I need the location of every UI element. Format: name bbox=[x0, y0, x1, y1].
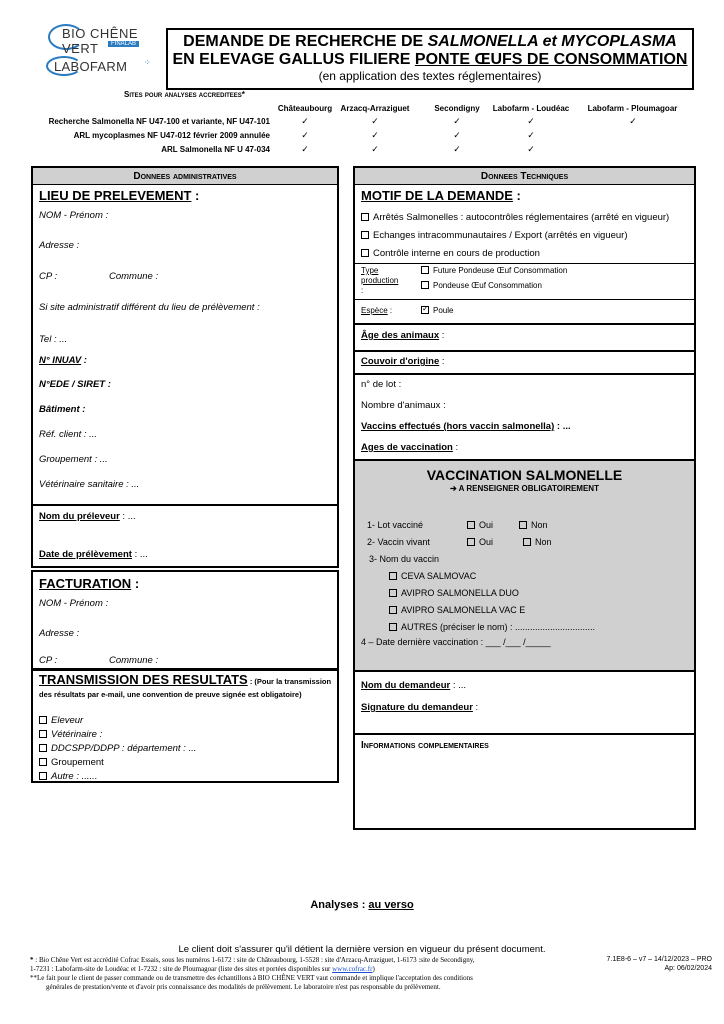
checkbox-icon[interactable] bbox=[523, 538, 531, 546]
inuav-field[interactable]: N° INUAV : bbox=[39, 355, 87, 366]
transmission-title: TRANSMISSION DES RESULTATS : (Pour la transmission des résultats par e-mail, une convention de preuve signée est obligatoire) bbox=[39, 672, 332, 699]
client-note: Le client doit s'assurer qu'il détient la dernière version en vigueur du présent document. bbox=[178, 944, 546, 955]
site-check: ✓ bbox=[527, 144, 535, 154]
preleveur-field[interactable]: Nom du préleveur : ... bbox=[39, 511, 136, 522]
site-check: ✓ bbox=[453, 144, 461, 154]
lot-vaccine-label: 1- Lot vacciné bbox=[367, 520, 424, 530]
vaccination-title: VACCINATION SALMONELLE bbox=[426, 467, 623, 483]
divider bbox=[355, 299, 694, 300]
checkbox-icon[interactable] bbox=[361, 213, 369, 221]
nombre-animaux-field[interactable]: Nombre d'animaux : bbox=[361, 400, 446, 411]
cofrac-link[interactable]: www.cofrac.fr bbox=[332, 965, 373, 973]
checkbox-icon[interactable] bbox=[39, 730, 47, 738]
motif-controle-checkbox[interactable]: Contrôle interne en cours de production bbox=[361, 248, 540, 259]
vaccin-autres-checkbox[interactable]: AUTRES (préciser le nom) : ................................ bbox=[389, 622, 595, 632]
logo-dots-icon: ⁘ bbox=[144, 58, 151, 67]
ede-siret-field[interactable]: N°EDE / SIRET : bbox=[39, 379, 111, 390]
lot-vaccine-non-checkbox[interactable]: Non bbox=[519, 520, 548, 530]
type-future-pondeuse-checkbox[interactable]: Future Pondeuse Œuf Consommation bbox=[421, 266, 567, 275]
preleveur-panel bbox=[31, 504, 339, 568]
adresse-field[interactable]: Adresse : bbox=[39, 240, 80, 251]
site-row-label: Recherche Salmonella NF U47-100 et variante, NF U47-101 bbox=[48, 117, 270, 126]
trans-groupement-checkbox[interactable]: Groupement bbox=[39, 757, 104, 768]
divider bbox=[355, 373, 694, 375]
labofarm-logo bbox=[46, 56, 156, 78]
vaccin-vivant-label: 2- Vaccin vivant bbox=[367, 537, 430, 547]
checkbox-icon[interactable] bbox=[421, 281, 429, 289]
site-check: ✓ bbox=[301, 144, 309, 154]
site-check: ✓ bbox=[301, 116, 309, 126]
age-animaux-field[interactable]: Âge des animaux : bbox=[361, 330, 445, 341]
fact-adresse-field[interactable]: Adresse : bbox=[39, 628, 80, 639]
site-header-chateaubourg: Châteaubourg bbox=[277, 104, 333, 113]
lot-vaccine-oui-checkbox[interactable]: Oui bbox=[467, 520, 493, 530]
type-production-label: Type production : bbox=[361, 266, 399, 295]
type-pondeuse-checkbox[interactable]: Pondeuse Œuf Consommation bbox=[421, 281, 542, 290]
site-header-arzacq: Arzacq-Arraziguet bbox=[340, 104, 410, 113]
vaccin-ceva-checkbox[interactable]: CEVA SALMOVAC bbox=[389, 571, 476, 581]
site-check: ✓ bbox=[371, 144, 379, 154]
version-info: 7.1E8-6 – v7 – 14/12/2023 – PRO Ap: 06/02/2024 bbox=[606, 956, 712, 972]
site-check: ✓ bbox=[453, 116, 461, 126]
nom-vaccin-label: 3- Nom du vaccin bbox=[369, 554, 440, 564]
facturation-title: FACTURATION : bbox=[39, 576, 140, 591]
checkbox-icon[interactable] bbox=[361, 249, 369, 257]
title-line-1: DEMANDE DE RECHERCHE DE SALMONELLA et MYCOPLASMA bbox=[183, 33, 677, 50]
site-check: ✓ bbox=[453, 130, 461, 140]
site-check: ✓ bbox=[527, 116, 535, 126]
espece-poule-checkbox[interactable]: ✓ Poule bbox=[421, 306, 453, 315]
biochene-logo-text: BIO CHÊNE VERT bbox=[62, 26, 139, 56]
sites-title: Sites pour analyses accreditees* bbox=[124, 90, 245, 99]
checkbox-icon[interactable] bbox=[389, 623, 397, 631]
title-line-2: EN ELEVAGE GALLUS FILIERE PONTE ŒUFS DE CONSOMMATION bbox=[172, 51, 688, 68]
vaccination-subtitle: ➔ A RENSEIGNER OBLIGATOIREMENT bbox=[450, 484, 599, 493]
title-line-3: (en application des textes réglementaires) bbox=[318, 69, 542, 83]
site-check: ✓ bbox=[301, 130, 309, 140]
veterinaire-field[interactable]: Vétérinaire sanitaire : ... bbox=[39, 479, 140, 490]
divider bbox=[355, 350, 694, 352]
vaccination-section bbox=[355, 459, 694, 672]
admin-header: Donnees administratives bbox=[33, 168, 337, 185]
checkbox-icon[interactable] bbox=[39, 716, 47, 724]
tech-panel bbox=[353, 166, 696, 830]
motif-title: MOTIF DE LA DEMANDE : bbox=[361, 188, 521, 203]
checkbox-icon[interactable] bbox=[39, 758, 47, 766]
site-admin-field[interactable]: Si site administratif différent du lieu de prélèvement : bbox=[39, 302, 260, 313]
checkbox-icon[interactable] bbox=[389, 572, 397, 580]
site-check: ✓ bbox=[371, 116, 379, 126]
nom-prenom-field[interactable]: NOM - Prénom : bbox=[39, 210, 109, 221]
labofarm-logo-text: LABOFARM bbox=[54, 59, 128, 74]
vaccin-vivant-oui-checkbox[interactable]: Oui bbox=[467, 537, 493, 547]
vaccin-vivant-non-checkbox[interactable]: Non bbox=[523, 537, 552, 547]
biochene-logo bbox=[48, 22, 158, 56]
checkbox-icon[interactable] bbox=[361, 231, 369, 239]
cp-field[interactable]: CP : bbox=[39, 271, 58, 282]
site-header-secondigny: Secondigny bbox=[434, 104, 480, 113]
site-row-label: ARL Salmonella NF U 47-034 bbox=[161, 145, 270, 154]
finalab-logo-text: FINALAB bbox=[108, 41, 139, 47]
checkbox-icon[interactable] bbox=[467, 538, 475, 546]
couvoir-field[interactable]: Couvoir d'origine : bbox=[361, 356, 445, 367]
tel-field[interactable]: Tel : ... bbox=[39, 334, 68, 345]
divider bbox=[355, 323, 694, 325]
trans-ddcspp-checkbox[interactable]: DDCSPP/DDPP : département : ... bbox=[39, 743, 196, 754]
site-check: ✓ bbox=[629, 116, 637, 126]
vaccins-effectues-field[interactable]: Vaccins effectués (hors vaccin salmonella) : ... bbox=[361, 421, 571, 432]
divider bbox=[355, 263, 694, 264]
site-header-loudeac: Labofarm - Loudéac bbox=[492, 104, 570, 113]
checkbox-icon[interactable] bbox=[389, 606, 397, 614]
date-derniere-vaccination-field[interactable]: 4 – Date dernière vaccination : ___ /___ /_____ bbox=[361, 637, 551, 647]
tech-header: Donnees Techniques bbox=[355, 168, 694, 185]
date-prelevement-field[interactable]: Date de prélèvement : ... bbox=[39, 549, 148, 560]
lieu-title: LIEU DE PRELEVEMENT : bbox=[39, 188, 200, 203]
checkbox-icon[interactable] bbox=[421, 266, 429, 274]
checkbox-icon[interactable] bbox=[39, 772, 47, 780]
vaccin-avipro-vac-e-checkbox[interactable]: AVIPRO SALMONELLA VAC E bbox=[389, 605, 525, 615]
vaccin-avipro-duo-checkbox[interactable]: AVIPRO SALMONELLA DUO bbox=[389, 588, 519, 598]
divider bbox=[355, 733, 694, 735]
groupement-field[interactable]: Groupement : ... bbox=[39, 454, 108, 465]
nom-demandeur-field[interactable]: Nom du demandeur : ... bbox=[361, 680, 467, 691]
analyses-note: Analyses : au verso bbox=[310, 899, 414, 911]
checkbox-icon[interactable] bbox=[389, 589, 397, 597]
fact-cp-field[interactable]: CP : bbox=[39, 655, 58, 666]
lot-field[interactable]: n° de lot : bbox=[361, 379, 402, 390]
trans-autre-checkbox[interactable]: Autre : ...... bbox=[39, 771, 97, 782]
site-row-label: ARL mycoplasmes NF U47-012 février 2009 annulée bbox=[73, 131, 270, 140]
title-box bbox=[166, 28, 694, 90]
motif-arretes-checkbox[interactable]: Arrêtés Salmonelles : autocontrôles réglementaires (arrêté en vigueur) bbox=[361, 212, 669, 223]
ref-client-field[interactable]: Réf. client : ... bbox=[39, 429, 98, 440]
trans-eleveur-checkbox[interactable]: Eleveur bbox=[39, 715, 83, 726]
trans-veterinaire-checkbox[interactable]: Vétérinaire : bbox=[39, 729, 102, 740]
ages-vaccination-field[interactable]: Ages de vaccination : bbox=[361, 442, 459, 453]
site-check: ✓ bbox=[527, 130, 535, 140]
fact-commune-field[interactable]: Commune : bbox=[109, 655, 159, 666]
admin-panel bbox=[31, 166, 339, 506]
checkbox-checked-icon[interactable] bbox=[421, 306, 429, 314]
checkbox-icon[interactable] bbox=[39, 744, 47, 752]
batiment-field[interactable]: Bâtiment : bbox=[39, 404, 86, 415]
signature-demandeur-field[interactable]: Signature du demandeur : bbox=[361, 702, 479, 713]
motif-echanges-checkbox[interactable]: Echanges intracommunautaires / Export (arrêtés en vigueur) bbox=[361, 230, 628, 241]
commune-field[interactable]: Commune : bbox=[109, 271, 159, 282]
informations-complementaires-field[interactable]: Informations complementaires bbox=[361, 740, 489, 751]
espece-label: Espèce : bbox=[361, 306, 393, 315]
fact-nom-field[interactable]: NOM - Prénom : bbox=[39, 598, 109, 609]
checkbox-icon[interactable] bbox=[467, 521, 475, 529]
checkbox-icon[interactable] bbox=[519, 521, 527, 529]
facturation-panel bbox=[31, 570, 339, 670]
transmission-panel bbox=[31, 669, 339, 783]
site-check: ✓ bbox=[371, 130, 379, 140]
site-header-ploumagoar: Labofarm - Ploumagoar bbox=[587, 104, 678, 113]
footnotes: * : Bio Chêne Vert est accrédité Cofrac Essais, sous les numéros 1-6172 : site de Châteaubourg, 1-5528 : site d'Arzacq-Arraziguet, 1-6173 :site de Secondigny, 1-7231 : Labofarm-site de Loudéac et 1-7232 : site de Ploumagoar (liste des sites et portées disponibles sur www.cofrac.fr) **Le fait pour le client de passer commande ou de transmettre des échantillons à BIO CHÊNE VERT vaut commande et implique l'acceptation des conditions générales de prestation/vente et d'avoir pris connaissance des modalités de prélèvement. Le laboratoire n'est pas responsable du prélèvement. bbox=[30, 956, 475, 991]
